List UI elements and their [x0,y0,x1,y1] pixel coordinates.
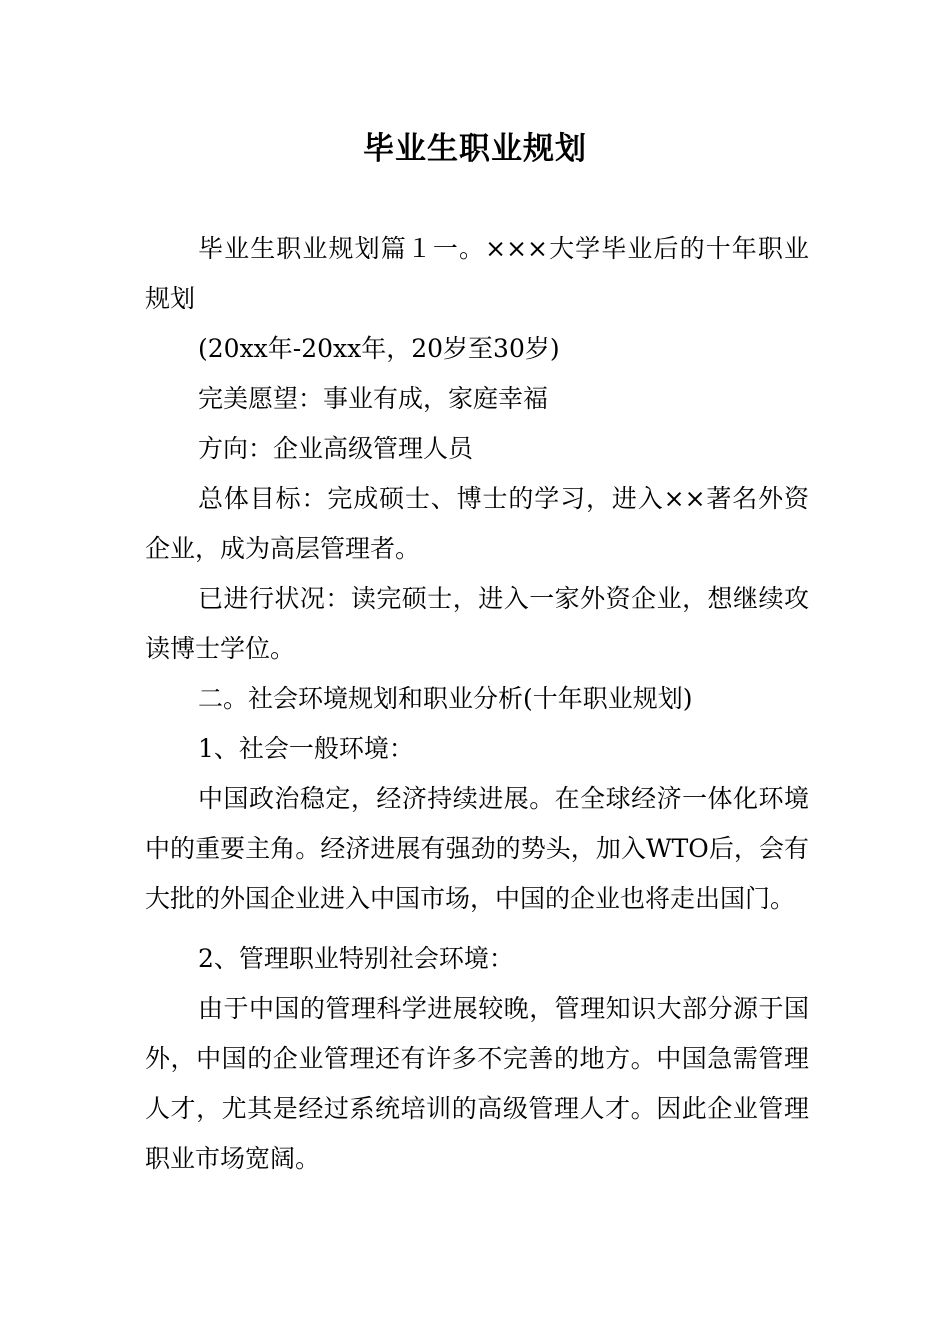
paragraph-overall-goal: 总体目标：完成硕士、博士的学习，进入××著名外资企业，成为高层管理者。 [145,484,809,563]
paragraph-general-environment: 中国政治稳定，经济持续进展。在全球经济一体化环境中的重要主角。经济进展有强劲的势头，加入WTO后，会有大批的外国企业进入中国市场，中国的企业也将走出国门。 [145,784,809,913]
paragraph-direction: 方向：企业高级管理人员 [198,434,474,463]
paragraph-wish: 完美愿望：事业有成，家庭幸福 [198,384,549,413]
subheading-management-environment: 2、管理职业特别社会环境： [198,944,514,973]
document-body [145,224,809,1184]
paragraph-intro: 毕业生职业规划篇１一。×××大学毕业后的十年职业规划 [145,234,809,313]
paragraph-years: (20xx年-20xx年，20岁至30岁) [198,334,560,363]
section-heading-environment: 二。社会环境规划和职业分析(十年职业规划) [198,684,693,713]
paragraph-current-status: 已进行状况：读完硕士，进入一家外资企业，想继续攻读博士学位。 [145,584,809,663]
document-title: 毕业生职业规划 [363,131,587,167]
paragraph-management-environment: 由于中国的管理科学进展较晚，管理知识大部分源于国外，中国的企业管理还有许多不完善的地方。中国急需管理人才，尤其是经过系统培训的高级管理人才。因此企业管理职业市场宽阔。 [145,994,809,1173]
subheading-general-environment: 1、社会一般环境： [198,734,414,763]
